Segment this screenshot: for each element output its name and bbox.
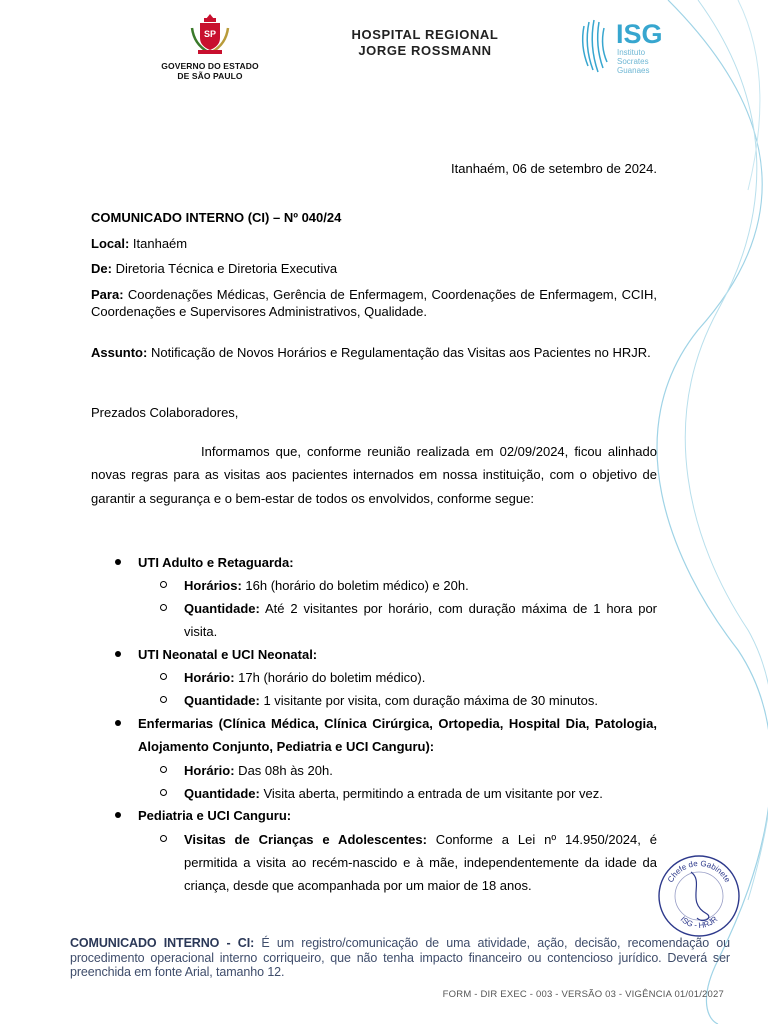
- gov-line-2: DE SÃO PAULO: [177, 71, 243, 81]
- section-2-title: UTI Neonatal e UCI Neonatal:: [138, 647, 318, 662]
- section-2-item-2: [184, 689, 657, 712]
- local-label: Local:: [91, 236, 130, 251]
- from-label: De:: [91, 261, 112, 276]
- local-value: Itanhaém: [129, 236, 188, 251]
- sao-paulo-government-logo: [150, 12, 270, 81]
- bullet-icon: [115, 559, 121, 565]
- sub-bullet-icon: [160, 581, 167, 588]
- item-label: Visitas de Crianças e Adolescentes:: [184, 832, 427, 847]
- section-3-title: Enfermarias (Clínica Médica, Clínica Cirúrgica, Ortopedia, Hospital Dia, Patologia, Alojamento Conjunto, Pediatria e UCI Canguru):: [138, 716, 657, 754]
- sub-bullet-icon: [160, 835, 167, 842]
- section-1-item-1: [184, 574, 657, 597]
- item-text: Visita aberta, permitindo a entrada de um visitante por vez.: [259, 786, 603, 801]
- bullet-icon: [115, 720, 121, 726]
- isg-tagline-2: Socrates: [617, 57, 649, 66]
- to-field: [91, 287, 657, 320]
- subject-field: [91, 345, 657, 362]
- footer-label: COMUNICADO INTERNO - CI:: [70, 936, 255, 950]
- section-3-item-2: [184, 782, 657, 805]
- hospital-name-line-1: HOSPITAL REGIONAL: [351, 27, 499, 42]
- section-3-item-1: [184, 759, 657, 782]
- to-label: Para:: [91, 287, 124, 302]
- sub-bullet-icon: [160, 696, 167, 703]
- isg-tagline-1: Instituto: [617, 48, 646, 57]
- isg-logo: [578, 16, 688, 76]
- item-label: Horário:: [184, 670, 235, 685]
- isg-name: ISG: [616, 19, 663, 49]
- item-text: Conforme a Lei nº 14.950/2024, é permitida a visita ao recém-nascido e à mãe, independentemente da idade da criança, desde que acompanhada por um maior de 18 anos.: [184, 832, 657, 893]
- subject-label: Assunto:: [91, 345, 148, 360]
- stamp-top-text: Chefe de Gabinete: [665, 858, 733, 884]
- item-label: Horários:: [184, 578, 242, 593]
- item-text: Das 08h às 20h.: [234, 763, 333, 778]
- subject-value: Notificação de Novos Horários e Regulamentação das Visitas aos Pacientes no HRJR.: [147, 345, 651, 360]
- section-4-item-1: [184, 828, 657, 897]
- section-1-item-2: [184, 597, 657, 643]
- item-label: Quantidade:: [184, 786, 260, 801]
- sao-paulo-coat-of-arms-icon: [188, 12, 232, 56]
- section-1-title: UTI Adulto e Retaguarda:: [138, 555, 294, 570]
- gov-line-1: GOVERNO DO ESTADO: [161, 61, 259, 71]
- item-text: 1 visitante por visita, com duração máxima de 30 minutos.: [259, 693, 598, 708]
- greeting: Prezados Colaboradores,: [91, 405, 239, 420]
- hospital-name-line-2: JORGE ROSSMANN: [358, 43, 492, 58]
- bullet-icon: [115, 651, 121, 657]
- sub-bullet-icon: [160, 789, 167, 796]
- item-label: Horário:: [184, 763, 235, 778]
- bullet-icon: [115, 812, 121, 818]
- stamp-bottom-text: ISG - HRJR: [678, 914, 720, 931]
- item-text: Até 2 visitantes por horário, com duração máxima de 1 hora por visita.: [184, 601, 657, 639]
- section-2-item-1: [184, 666, 657, 689]
- sub-bullet-icon: [160, 766, 167, 773]
- from-value: Diretoria Técnica e Diretoria Executiva: [111, 261, 338, 276]
- item-text: 17h (horário do boletim médico).: [234, 670, 426, 685]
- form-code: FORM - DIR EXEC - 003 - VERSÃO 03 - VIGÊNCIA 01/01/2027: [442, 989, 724, 1000]
- local-field: [91, 236, 657, 253]
- to-value: Coordenações Médicas, Gerência de Enfermagem, Coordenações de Enfermagem, CCIH, Coordenações e Supervisores Administrativos, Qualidade.: [91, 287, 657, 319]
- document-title: COMUNICADO INTERNO (CI) – Nº 040/24: [91, 210, 342, 225]
- isg-tagline-3: Guanaes: [617, 66, 650, 75]
- footer-note: [70, 936, 730, 980]
- item-label: Quantidade:: [184, 693, 260, 708]
- svg-text:SP: SP: [203, 29, 217, 39]
- item-text: 16h (horário do boletim médico) e 20h.: [241, 578, 469, 593]
- section-4-title: Pediatria e UCI Canguru:: [138, 808, 292, 823]
- from-field: [91, 261, 657, 278]
- footer-description: É um registro/comunicação de uma atividade, ação, decisão, recomendação ou procedimento operacional interno corriqueiro, que não tenha impacto financeiro ou contencioso jurídico. Deverá ser preenchida em fonte Arial, tamanho 12.: [70, 936, 731, 979]
- document-date: Itanhaém, 06 de setembro de 2024.: [451, 161, 657, 176]
- hospital-name: [300, 27, 550, 59]
- sub-bullet-icon: [160, 673, 167, 680]
- sub-bullet-icon: [160, 604, 167, 611]
- official-stamp: [655, 852, 743, 940]
- item-label: Quantidade:: [184, 601, 260, 616]
- intro-paragraph: Informamos que, conforme reunião realizada em 02/09/2024, ficou alinhado novas regras para as visitas aos pacientes internados em nossa instituição, com o objetivo de garantir a segurança e o bem-estar de todos os envolvidos, conforme segue:: [91, 444, 657, 506]
- isg-waves-icon: [578, 16, 614, 76]
